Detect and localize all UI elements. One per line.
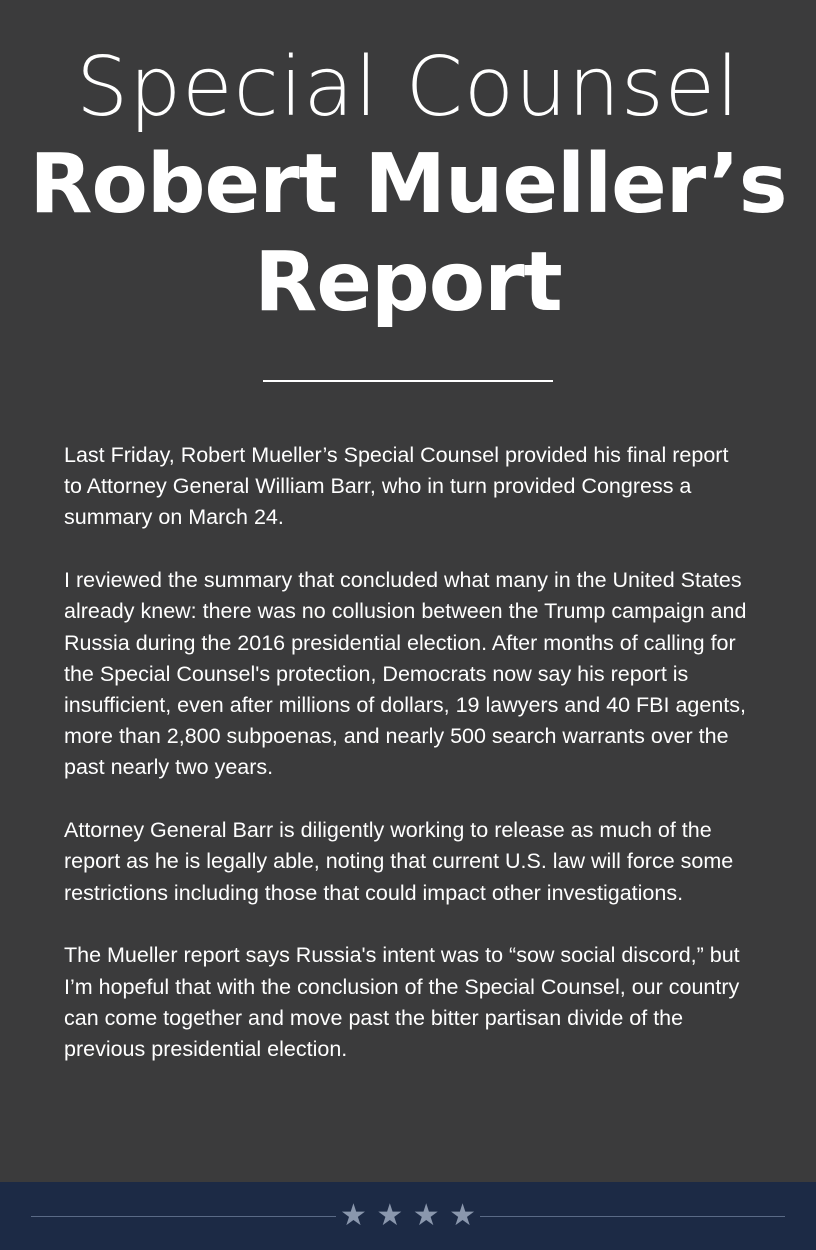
- paragraph-2: I reviewed the summary that concluded what many in the United States already knew: there was no collusion between the Trump campaign and Russia during the 2016 presidential election. After months of calling for the Special Counsel's protection, Democrats now say his report is insufficient, even after millions of dollars, 19 lawyers and 40 FBI agents, more than 2,800 subpoenas, and nearly 500 search warrants over the past nearly two years.: [64, 568, 747, 780]
- footer-divider-right: [480, 1216, 785, 1217]
- title-line-report: Report: [254, 235, 562, 330]
- footer-stars: [336, 1197, 480, 1235]
- paragraph-1: Last Friday, Robert Mueller’s Special Counsel provided his final report to Attorney General William Barr, who in turn provided Congress a summary on March 24.: [64, 443, 729, 530]
- star-icon: ★: [449, 1198, 476, 1233]
- star-icon: ★: [376, 1198, 404, 1233]
- paragraph-4: The Mueller report says Russia's intent was to “sow social discord,” but I’m hopeful that with the conclusion of the Special Counsel, our country can come together and move past the bitter partisan divide of the previous presidential election.: [64, 943, 740, 1062]
- article-body: [64, 440, 750, 1097]
- footer-divider-left: [31, 1216, 336, 1217]
- paragraph-3: Attorney General Barr is diligently working to release as much of the report as he is legally able, noting that current U.S. law will force some restrictions including those that could impact other investigations.: [64, 818, 734, 905]
- title-line-special-counsel: Special Counsel: [76, 40, 740, 135]
- title-divider: [263, 380, 553, 382]
- footer-banner: [0, 1182, 816, 1250]
- star-icon: ★: [412, 1198, 440, 1233]
- title-line-robert-muellers: Robert Mueller’s: [29, 137, 787, 232]
- star-icon: ★: [340, 1198, 367, 1233]
